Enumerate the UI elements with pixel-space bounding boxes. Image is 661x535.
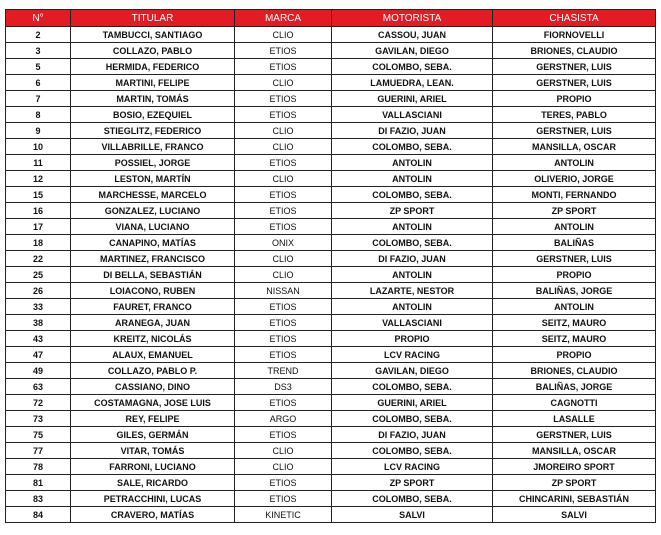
cell-titular: ARANEGA, JUAN [71, 315, 235, 331]
table-header-row [6, 10, 656, 27]
cell-marca: KINETIC [235, 507, 332, 523]
cell-titular: PETRACCHINI, LUCAS [71, 491, 235, 507]
cell-number: 22 [6, 251, 71, 267]
table-row [6, 107, 656, 123]
cell-number: 49 [6, 363, 71, 379]
cell-titular: LOIACONO, RUBEN [71, 283, 235, 299]
cell-number: 11 [6, 155, 71, 171]
cell-titular: HERMIDA, FEDERICO [71, 59, 235, 75]
header-chasista: CHASISTA [493, 10, 656, 27]
table-row [6, 379, 656, 395]
cell-motorista: GUERINI, ARIEL [332, 395, 493, 411]
cell-number: 43 [6, 331, 71, 347]
cell-titular: CASSIANO, DINO [71, 379, 235, 395]
table-body [6, 27, 656, 523]
cell-marca: ETIOS [235, 43, 332, 59]
drivers-table [5, 9, 656, 523]
cell-number: 26 [6, 283, 71, 299]
cell-motorista: ANTOLIN [332, 267, 493, 283]
table-row [6, 475, 656, 491]
cell-titular: MARCHESSE, MARCELO [71, 187, 235, 203]
cell-number: 2 [6, 27, 71, 43]
cell-titular: CRAVERO, MATÍAS [71, 507, 235, 523]
table-row [6, 331, 656, 347]
cell-marca: CLIO [235, 459, 332, 475]
cell-motorista: GUERINI, ARIEL [332, 91, 493, 107]
cell-chasista: BRIONES, CLAUDIO [493, 363, 656, 379]
cell-titular: TAMBUCCI, SANTIAGO [71, 27, 235, 43]
cell-chasista: SALVI [493, 507, 656, 523]
table-row [6, 123, 656, 139]
cell-motorista: ANTOLIN [332, 171, 493, 187]
cell-titular: MARTINEZ, FRANCISCO [71, 251, 235, 267]
cell-number: 78 [6, 459, 71, 475]
cell-chasista: ANTOLIN [493, 299, 656, 315]
cell-number: 84 [6, 507, 71, 523]
cell-motorista: VALLASCIANI [332, 107, 493, 123]
cell-motorista: COLOMBO, SEBA. [332, 379, 493, 395]
cell-chasista: GERSTNER, LUIS [493, 427, 656, 443]
cell-motorista: PROPIO [332, 331, 493, 347]
cell-number: 5 [6, 59, 71, 75]
cell-titular: COSTAMAGNA, JOSE LUIS [71, 395, 235, 411]
cell-motorista: LCV RACING [332, 459, 493, 475]
cell-chasista: BALIÑAS, JORGE [493, 379, 656, 395]
table-row [6, 75, 656, 91]
cell-titular: VIANA, LUCIANO [71, 219, 235, 235]
cell-chasista: MONTI, FERNANDO [493, 187, 656, 203]
table-row [6, 235, 656, 251]
cell-chasista: GERSTNER, LUIS [493, 75, 656, 91]
table-row [6, 187, 656, 203]
header-number: N° [6, 10, 71, 27]
cell-chasista: MANSILLA, OSCAR [493, 443, 656, 459]
cell-motorista: ZP SPORT [332, 475, 493, 491]
cell-number: 10 [6, 139, 71, 155]
cell-chasista: GERSTNER, LUIS [493, 251, 656, 267]
cell-marca: ONIX [235, 235, 332, 251]
cell-number: 33 [6, 299, 71, 315]
cell-titular: LESTON, MARTÍN [71, 171, 235, 187]
table-row [6, 267, 656, 283]
cell-marca: ETIOS [235, 427, 332, 443]
cell-chasista: BALIÑAS [493, 235, 656, 251]
table-row [6, 347, 656, 363]
table-row [6, 91, 656, 107]
cell-marca: ETIOS [235, 347, 332, 363]
cell-marca: ETIOS [235, 491, 332, 507]
table-row [6, 459, 656, 475]
cell-titular: STIEGLITZ, FEDERICO [71, 123, 235, 139]
cell-titular: COLLAZO, PABLO P. [71, 363, 235, 379]
cell-titular: CANAPINO, MATÍAS [71, 235, 235, 251]
table-row [6, 363, 656, 379]
cell-number: 17 [6, 219, 71, 235]
cell-motorista: ANTOLIN [332, 155, 493, 171]
cell-titular: BOSIO, EZEQUIEL [71, 107, 235, 123]
cell-motorista: COLOMBO, SEBA. [332, 59, 493, 75]
cell-number: 12 [6, 171, 71, 187]
cell-number: 47 [6, 347, 71, 363]
cell-titular: POSSIEL, JORGE [71, 155, 235, 171]
table-row [6, 251, 656, 267]
cell-chasista: ANTOLIN [493, 219, 656, 235]
cell-chasista: MANSILLA, OSCAR [493, 139, 656, 155]
table-row [6, 43, 656, 59]
cell-chasista: CHINCARINI, SEBASTIÁN [493, 491, 656, 507]
cell-chasista: GERSTNER, LUIS [493, 123, 656, 139]
cell-marca: CLIO [235, 123, 332, 139]
cell-chasista: SEITZ, MAURO [493, 331, 656, 347]
table-row [6, 491, 656, 507]
cell-number: 15 [6, 187, 71, 203]
cell-titular: MARTINI, FELIPE [71, 75, 235, 91]
cell-motorista: DI FAZIO, JUAN [332, 251, 493, 267]
cell-chasista: ANTOLIN [493, 155, 656, 171]
cell-number: 81 [6, 475, 71, 491]
cell-titular: DI BELLA, SEBASTIÁN [71, 267, 235, 283]
cell-titular: COLLAZO, PABLO [71, 43, 235, 59]
cell-motorista: COLOMBO, SEBA. [332, 491, 493, 507]
cell-chasista: ZP SPORT [493, 475, 656, 491]
table-row [6, 299, 656, 315]
cell-motorista: LAMUEDRA, LEAN. [332, 75, 493, 91]
cell-marca: ETIOS [235, 203, 332, 219]
cell-marca: CLIO [235, 139, 332, 155]
cell-chasista: TERES, PABLO [493, 107, 656, 123]
header-titular: TITULAR [71, 10, 235, 27]
cell-chasista: CAGNOTTI [493, 395, 656, 411]
cell-titular: FAURET, FRANCO [71, 299, 235, 315]
header-marca: MARCA [235, 10, 332, 27]
cell-chasista: BALIÑAS, JORGE [493, 283, 656, 299]
cell-chasista: SEITZ, MAURO [493, 315, 656, 331]
cell-marca: ETIOS [235, 315, 332, 331]
cell-motorista: VALLASCIANI [332, 315, 493, 331]
cell-titular: FARRONI, LUCIANO [71, 459, 235, 475]
table-row [6, 427, 656, 443]
cell-motorista: LCV RACING [332, 347, 493, 363]
cell-number: 7 [6, 91, 71, 107]
cell-marca: ETIOS [235, 91, 332, 107]
table-row [6, 395, 656, 411]
header-motorista: MOTORISTA [332, 10, 493, 27]
cell-motorista: COLOMBO, SEBA. [332, 411, 493, 427]
cell-motorista: GAVILAN, DIEGO [332, 363, 493, 379]
cell-marca: ETIOS [235, 475, 332, 491]
cell-chasista: PROPIO [493, 347, 656, 363]
cell-marca: TREND [235, 363, 332, 379]
cell-chasista: PROPIO [493, 91, 656, 107]
cell-motorista: COLOMBO, SEBA. [332, 443, 493, 459]
cell-marca: ETIOS [235, 59, 332, 75]
table-row [6, 27, 656, 43]
cell-number: 83 [6, 491, 71, 507]
cell-chasista: FIORNOVELLI [493, 27, 656, 43]
cell-number: 18 [6, 235, 71, 251]
table-row [6, 59, 656, 75]
table-row [6, 219, 656, 235]
cell-motorista: COLOMBO, SEBA. [332, 235, 493, 251]
cell-motorista: LAZARTE, NESTOR [332, 283, 493, 299]
cell-marca: CLIO [235, 251, 332, 267]
cell-chasista: LASALLE [493, 411, 656, 427]
table-row [6, 411, 656, 427]
table-row [6, 507, 656, 523]
cell-titular: GONZALEZ, LUCIANO [71, 203, 235, 219]
cell-titular: VITAR, TOMÁS [71, 443, 235, 459]
table-row [6, 139, 656, 155]
cell-titular: REY, FELIPE [71, 411, 235, 427]
cell-number: 77 [6, 443, 71, 459]
cell-motorista: GAVILAN, DIEGO [332, 43, 493, 59]
cell-marca: CLIO [235, 27, 332, 43]
cell-titular: ALAUX, EMANUEL [71, 347, 235, 363]
cell-motorista: ZP SPORT [332, 203, 493, 219]
cell-chasista: BRIONES, CLAUDIO [493, 43, 656, 59]
cell-marca: ETIOS [235, 395, 332, 411]
table-row [6, 283, 656, 299]
table-row [6, 171, 656, 187]
cell-motorista: DI FAZIO, JUAN [332, 427, 493, 443]
cell-marca: ARGO [235, 411, 332, 427]
cell-marca: CLIO [235, 267, 332, 283]
cell-titular: MARTIN, TOMÁS [71, 91, 235, 107]
cell-number: 25 [6, 267, 71, 283]
cell-marca: CLIO [235, 171, 332, 187]
cell-number: 38 [6, 315, 71, 331]
cell-titular: GILES, GERMÁN [71, 427, 235, 443]
cell-motorista: DI FAZIO, JUAN [332, 123, 493, 139]
cell-marca: ETIOS [235, 219, 332, 235]
table-row [6, 315, 656, 331]
cell-chasista: ZP SPORT [493, 203, 656, 219]
cell-motorista: SALVI [332, 507, 493, 523]
cell-number: 16 [6, 203, 71, 219]
cell-titular: SALE, RICARDO [71, 475, 235, 491]
cell-marca: ETIOS [235, 107, 332, 123]
cell-number: 8 [6, 107, 71, 123]
cell-marca: ETIOS [235, 331, 332, 347]
cell-chasista: OLIVERIO, JORGE [493, 171, 656, 187]
cell-number: 3 [6, 43, 71, 59]
cell-motorista: CASSOU, JUAN [332, 27, 493, 43]
cell-motorista: COLOMBO, SEBA. [332, 187, 493, 203]
cell-motorista: COLOMBO, SEBA. [332, 139, 493, 155]
cell-number: 6 [6, 75, 71, 91]
cell-number: 72 [6, 395, 71, 411]
cell-chasista: PROPIO [493, 267, 656, 283]
cell-marca: ETIOS [235, 155, 332, 171]
table-row [6, 203, 656, 219]
table-row [6, 155, 656, 171]
cell-marca: ETIOS [235, 187, 332, 203]
cell-number: 73 [6, 411, 71, 427]
cell-motorista: ANTOLIN [332, 219, 493, 235]
cell-number: 9 [6, 123, 71, 139]
cell-marca: NISSAN [235, 283, 332, 299]
cell-chasista: JMOREIRO SPORT [493, 459, 656, 475]
table-row [6, 443, 656, 459]
cell-marca: ETIOS [235, 299, 332, 315]
cell-motorista: ANTOLIN [332, 299, 493, 315]
cell-number: 75 [6, 427, 71, 443]
cell-marca: CLIO [235, 443, 332, 459]
cell-number: 63 [6, 379, 71, 395]
cell-titular: VILLABRILLE, FRANCO [71, 139, 235, 155]
cell-titular: KREITZ, NICOLÁS [71, 331, 235, 347]
cell-marca: CLIO [235, 75, 332, 91]
cell-chasista: GERSTNER, LUIS [493, 59, 656, 75]
cell-marca: DS3 [235, 379, 332, 395]
